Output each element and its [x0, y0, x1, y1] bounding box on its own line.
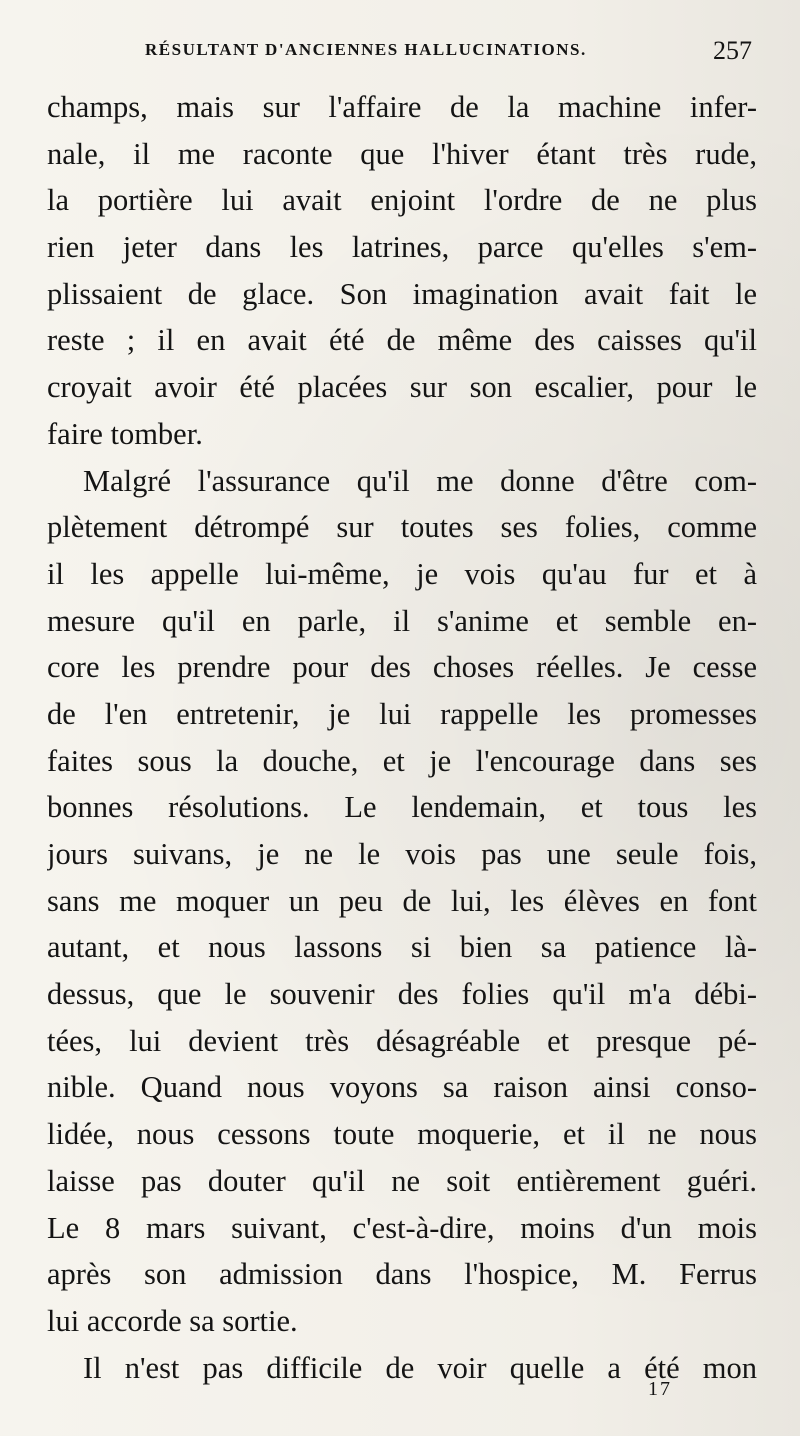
page-number: 257 [713, 36, 752, 65]
text-line: faites sous la douche, et je l'encourage dans ses [47, 743, 757, 778]
text-line: la portière lui avait enjoint l'ordre de ne plus [47, 183, 757, 218]
text-line: il les appelle lui-même, je vois qu'au fur et à [47, 556, 757, 591]
text-line: plissaient de glace. Son imagination avait fait le [47, 276, 757, 311]
text-line: dessus, que le souvenir des folies qu'il m'a débi- [47, 977, 757, 1012]
text-line: core les prendre pour des choses réelles. Je cesse [47, 650, 757, 685]
paragraph-start-line: Il n'est pas difficile de voir quelle a été mon [83, 1350, 757, 1385]
text-line: Le 8 mars suivant, c'est-à-dire, moins d'un mois [47, 1210, 757, 1245]
running-title: RÉSULTANT D'ANCIENNES HALLUCINATIONS. [145, 40, 587, 59]
text-line: nale, il me raconte que l'hiver étant très rude, [47, 136, 757, 171]
text-line: rien jeter dans les latrines, parce qu'elles s'em- [47, 230, 757, 265]
printer-signature-mark: 17 [648, 1378, 672, 1400]
text-line: mesure qu'il en parle, il s'anime et semble en- [47, 603, 757, 638]
text-line: jours suivans, je ne le vois pas une seule fois, [47, 837, 757, 871]
text-line: reste ; il en avait été de même des caisses qu'il [47, 323, 757, 358]
text-line: nible. Quand nous voyons sa raison ainsi conso- [47, 1070, 757, 1105]
text-line: champs, mais sur l'affaire de la machine infer- [47, 90, 757, 124]
text-line: plètement détrompé sur toutes ses folies, comme [47, 510, 757, 545]
paragraph-start-line: Malgré l'assurance qu'il me donne d'être com- [83, 463, 757, 498]
text-line: croyait avoir été placées sur son escalier, pour le [47, 370, 757, 405]
text-line: lidée, nous cessons toute moquerie, et il ne nous [47, 1117, 757, 1152]
text-line: autant, et nous lassons si bien sa patience là- [47, 930, 757, 965]
text-line: tées, lui devient très désagréable et presque pé- [47, 1023, 757, 1058]
text-line: laisse pas douter qu'il ne soit entièrement guéri. [47, 1163, 757, 1198]
paragraph-end-line: faire tomber. [47, 416, 203, 451]
text-line: de l'en entretenir, je lui rappelle les promesses [47, 696, 757, 731]
paragraph-end-line: lui accorde sa sortie. [47, 1303, 298, 1338]
text-line: sans me moquer un peu de lui, les élèves en font [47, 883, 757, 918]
body-text [47, 84, 757, 1391]
text-line: après son admission dans l'hospice, M. Ferrus [47, 1257, 757, 1292]
text-line: bonnes résolutions. Le lendemain, et tous les [47, 790, 757, 825]
